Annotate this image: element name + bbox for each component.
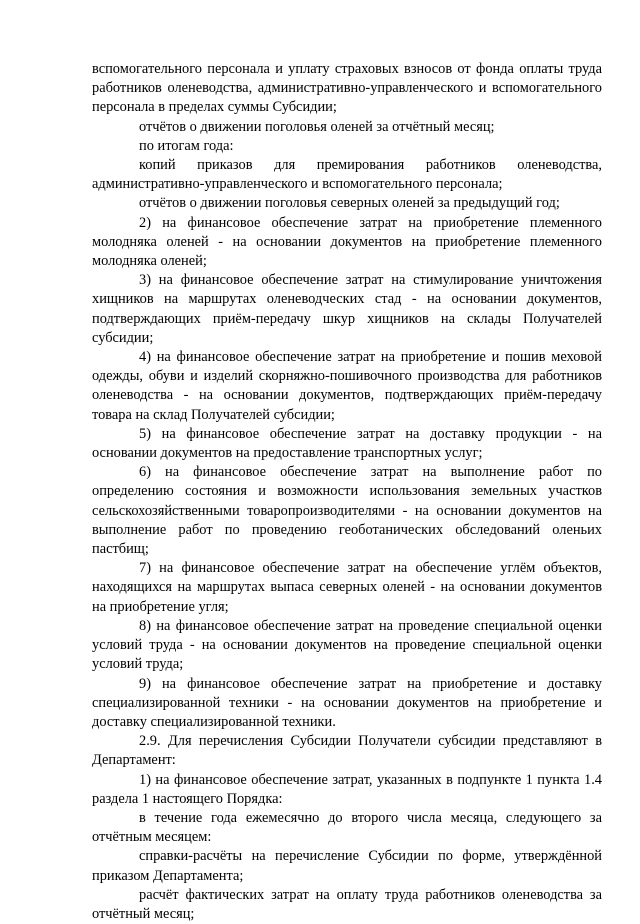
- paragraph-12: 8) на финансовое обеспечение затрат на проведение специальной оценки условий труда - на основании документов на проведение специальной оценки условий труда;: [92, 617, 602, 673]
- paragraph-5: отчётов о движении поголовья северных оленей за предыдущий год;: [139, 195, 560, 212]
- paragraph-13: 9) на финансовое обеспечение затрат на приобретение и доставку специализированной техники - на основании документов на приобретение и доставку специализированной техники.: [92, 675, 602, 730]
- paragraph-4: копий приказов для премирования работников оленеводства, административно-управленческого и вспомогательного персонала;: [92, 157, 602, 193]
- paragraph-8: 4) на финансовое обеспечение затрат на приобретение и пошив меховой одежды, обуви и изделий скорняжно-пошивочного производства для работников оленеводства - на основании документов, подтверждающих приём-передачу товара на склад Получателей субсидии;: [92, 349, 602, 423]
- paragraph-16: в течение года ежемесячно до второго числа месяца, следующего за отчётным месяцем:: [92, 809, 602, 846]
- paragraph-6: 2) на финансовое обеспечение затрат на приобретение племенного молодняка оленей - на основании документов на приобретение племенного молодняка оленей;: [92, 214, 602, 270]
- paragraph-10: 6) на финансовое обеспечение затрат на выполнение работ по определению состояния и возможности использования земельных участков сельскохозяйственными товаропроизводителями - на основании документов на выполнение работ по проведению геоботанических обследований оленьих пастбищ;: [92, 464, 602, 558]
- document-page: [92, 60, 602, 924]
- paragraph-11: 7) на финансовое обеспечение затрат на обеспечение углём объектов, находящихся на маршрутах выпаса северных оленей - на основании документов на приобретение угля;: [92, 560, 602, 615]
- paragraph-15: 1) на финансовое обеспечение затрат, указанных в подпункте 1 пункта 1.4 раздела 1 настоящего Порядка:: [92, 771, 602, 807]
- paragraph-2: отчётов о движении поголовья оленей за отчётный месяц;: [139, 118, 495, 135]
- paragraph-3: по итогам года:: [139, 137, 234, 154]
- paragraph-18: расчёт фактических затрат на оплату труда работников оленеводства за отчётный месяц;: [92, 886, 602, 922]
- paragraph-9: 5) на финансовое обеспечение затрат на доставку продукции - на основании документов на предоставление транспортных услуг;: [92, 425, 602, 462]
- paragraph-7: 3) на финансовое обеспечение затрат на стимулирование уничтожения хищников на маршрутах оленеводческих стад - на основании документов, подтверждающих приём-передачу шкур хищников на склады Получателей субсидии;: [92, 272, 602, 346]
- paragraph-1: вспомогательного персонала и уплату страховых взносов от фонда оплаты труда работников оленеводства, административно-управленческого и вспомогательного персонала в пределах суммы Субсидии;: [92, 61, 602, 116]
- paragraph-14: 2.9. Для перечисления Субсидии Получатели субсидии представляют в Департамент:: [92, 733, 602, 769]
- paragraph-17: справки-расчёты на перечисление Субсидии по форме, утверждённой приказом Департамента;: [92, 848, 602, 884]
